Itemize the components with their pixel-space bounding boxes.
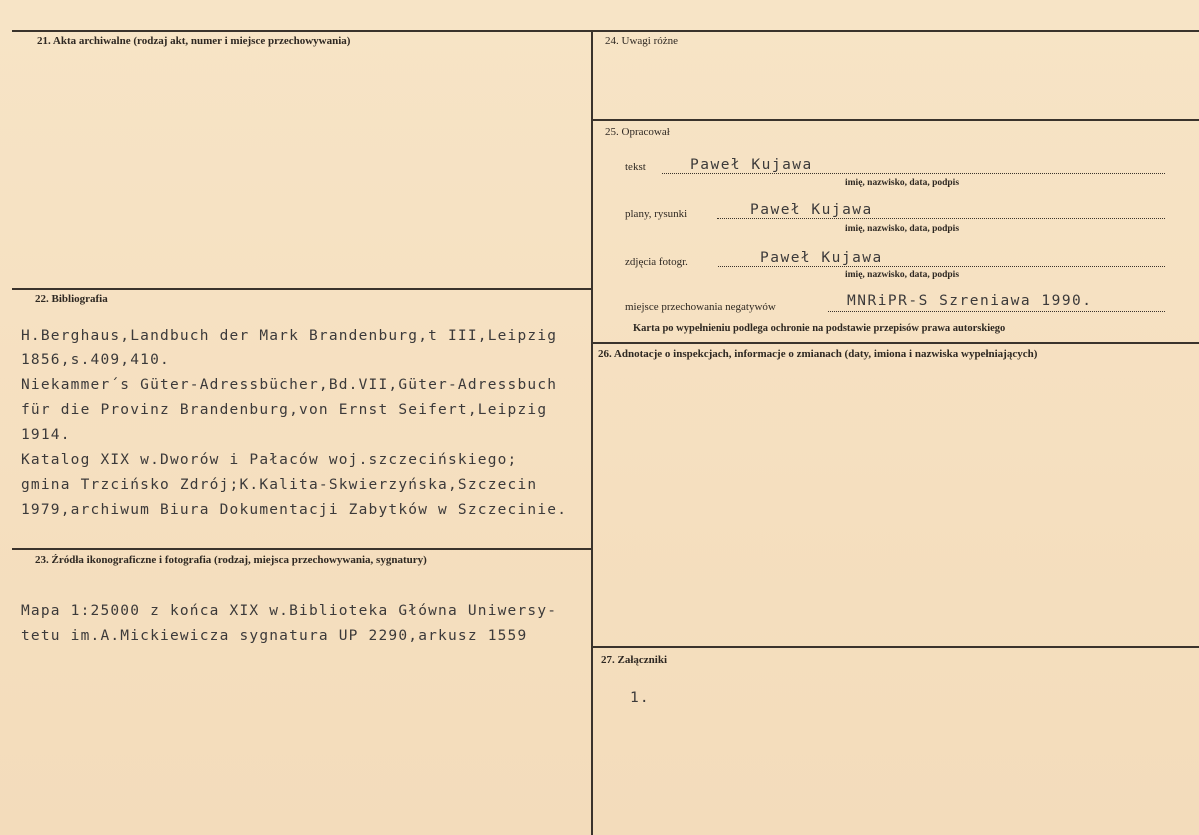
iconography-line: Mapa 1:25000 z końca XIX w.Biblioteka Główna Uniwersy- — [21, 603, 558, 619]
divider-22-23 — [12, 548, 592, 550]
plany-line — [717, 218, 1165, 219]
bibliography-line: für die Provinz Brandenburg,von Ernst Seifert,Leipzig — [21, 402, 548, 418]
bibliography-line: 1979,archiwum Biura Dokumentacji Zabytków w Szczecinie. — [21, 502, 568, 518]
zdjecia-value: Paweł Kujawa — [760, 250, 883, 266]
divider-21-22 — [12, 288, 592, 290]
center-divider — [591, 30, 593, 835]
section-25-title: 25. Opracował — [605, 126, 670, 138]
section-24-title: 24. Uwagi różne — [605, 35, 679, 47]
divider-24-25 — [592, 119, 1199, 121]
plany-caption: imię, nazwisko, data, podpis — [845, 224, 960, 234]
bibliography-line: gmina Trzcińsko Zdrój;K.Kalita-Skwierzyńska,Szczecin — [21, 477, 538, 493]
tekst-value: Paweł Kujawa — [690, 157, 813, 173]
bibliography-line: 1856,s.409,410. — [21, 352, 170, 368]
tekst-label: tekst — [625, 161, 646, 173]
section-23-title: 23. Źródła ikonograficzne i fotografia (rodzaj, miejsca przechowywania, sygnatury) — [35, 554, 427, 566]
divider-25-26 — [592, 342, 1199, 344]
bibliography-line: H.Berghaus,Landbuch der Mark Brandenburg,t III,Leipzig — [21, 328, 558, 344]
section-26-title: 26. Adnotacje o inspekcjach, informacje o zmianach (daty, imiona i nazwiska wypełniających) — [598, 348, 1038, 360]
plany-label: plany, rysunki — [625, 208, 688, 220]
zdjecia-line — [718, 266, 1165, 267]
iconography-line: tetu im.A.Mickiewicza sygnatura UP 2290,arkusz 1559 — [21, 628, 528, 644]
divider-26-27 — [592, 646, 1199, 648]
negatywy-label: miejsce przechowania negatywów — [625, 301, 776, 313]
tekst-caption: imię, nazwisko, data, podpis — [845, 178, 960, 188]
section-22-title: 22. Bibliografia — [35, 293, 108, 305]
section-27-title: 27. Załączniki — [601, 654, 668, 666]
zdjecia-caption: imię, nazwisko, data, podpis — [845, 270, 960, 280]
attachment-item: 1. — [630, 690, 650, 706]
section-21-title: 21. Akta archiwalne (rodzaj akt, numer i miejsce przechowywania) — [37, 35, 351, 47]
negatywy-value: MNRiPR-S Szreniawa 1990. — [847, 293, 1093, 309]
bibliography-line: 1914. — [21, 427, 71, 443]
tekst-line — [662, 173, 1165, 174]
top-border — [12, 30, 1199, 32]
bibliography-line: Niekammer´s Güter-Adressbücher,Bd.VII,Güter-Adressbuch — [21, 377, 558, 393]
bibliography-line: Katalog XIX w.Dworów i Pałaców woj.szczecińskiego; — [21, 452, 518, 468]
zdjecia-label: zdjęcia fotogr. — [625, 256, 688, 268]
negatywy-line — [828, 311, 1165, 312]
copyright-note: Karta po wypełnieniu podlega ochronie na podstawie przepisów prawa autorskiego — [633, 323, 1006, 334]
plany-value: Paweł Kujawa — [750, 202, 873, 218]
